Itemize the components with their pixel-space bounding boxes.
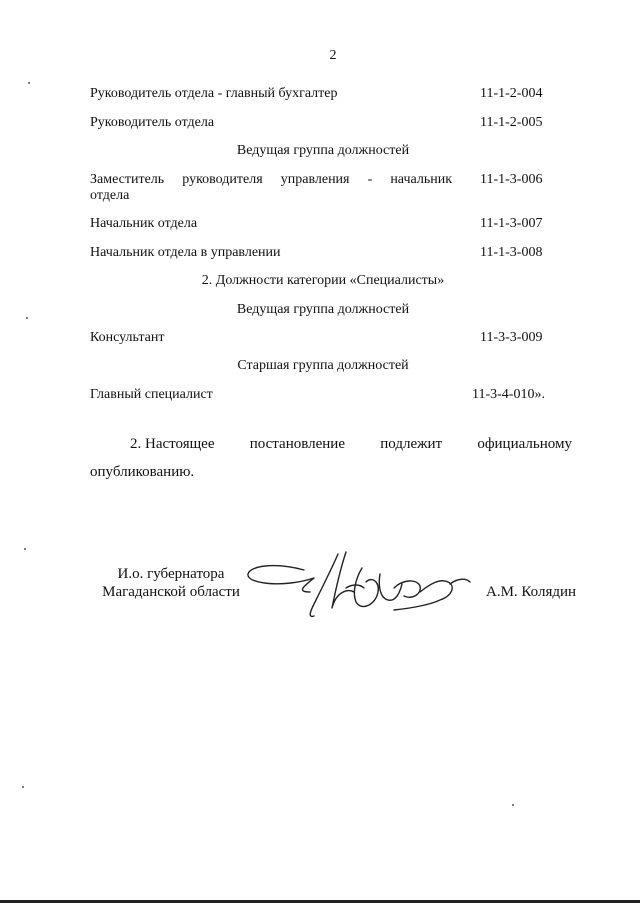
position-title: Консультант	[90, 330, 165, 345]
position-title-line1: Заместитель руководителя управления - начальник	[90, 172, 452, 187]
scan-speck	[22, 786, 24, 788]
scan-bottom-edge	[0, 900, 640, 903]
position-code: 11-1-2-004	[480, 86, 543, 101]
group-heading: Ведущая группа должностей	[236, 302, 410, 317]
clause-line2: опубликованию.	[90, 464, 195, 480]
scan-speck	[28, 82, 30, 84]
position-code: 11-1-3-007	[480, 216, 543, 231]
signatory-title-line1: И.о. губернатора	[117, 566, 225, 582]
clause-word: 2. Настоящее	[130, 436, 215, 452]
clause-line1	[130, 436, 572, 453]
clause-word: постановление	[249, 436, 345, 452]
position-code: 11-3-4-010».	[472, 387, 545, 402]
position-code: 11-3-3-009	[480, 330, 543, 345]
position-title: Главный специалист	[90, 387, 213, 402]
position-code: 11-1-2-005	[480, 115, 543, 130]
position-title: Руководитель отдела	[90, 115, 215, 130]
handwritten-signature	[244, 548, 480, 630]
position-title: Руководитель отдела - главный бухгалтер	[90, 86, 338, 101]
scan-speck	[24, 548, 26, 550]
signatory-title-line2: Магаданской области	[102, 584, 240, 600]
scan-speck	[26, 317, 28, 319]
position-title-line2: отдела	[90, 188, 130, 203]
clause-word: подлежит	[380, 436, 443, 452]
group-heading: Ведущая группа должностей	[236, 143, 410, 158]
scan-speck	[512, 804, 514, 806]
category-heading: 2. Должности категории «Специалисты»	[201, 273, 445, 288]
clause-word: официальному	[477, 436, 572, 452]
position-code: 11-1-3-008	[480, 245, 543, 260]
position-code: 11-1-3-006	[480, 172, 543, 187]
position-title: Начальник отдела в управлении	[90, 245, 281, 260]
page-number: 2	[329, 48, 337, 63]
signatory-name: А.М. Колядин	[486, 584, 577, 600]
group-heading: Старшая группа должностей	[237, 358, 409, 373]
position-title: Начальник отдела	[90, 216, 198, 231]
